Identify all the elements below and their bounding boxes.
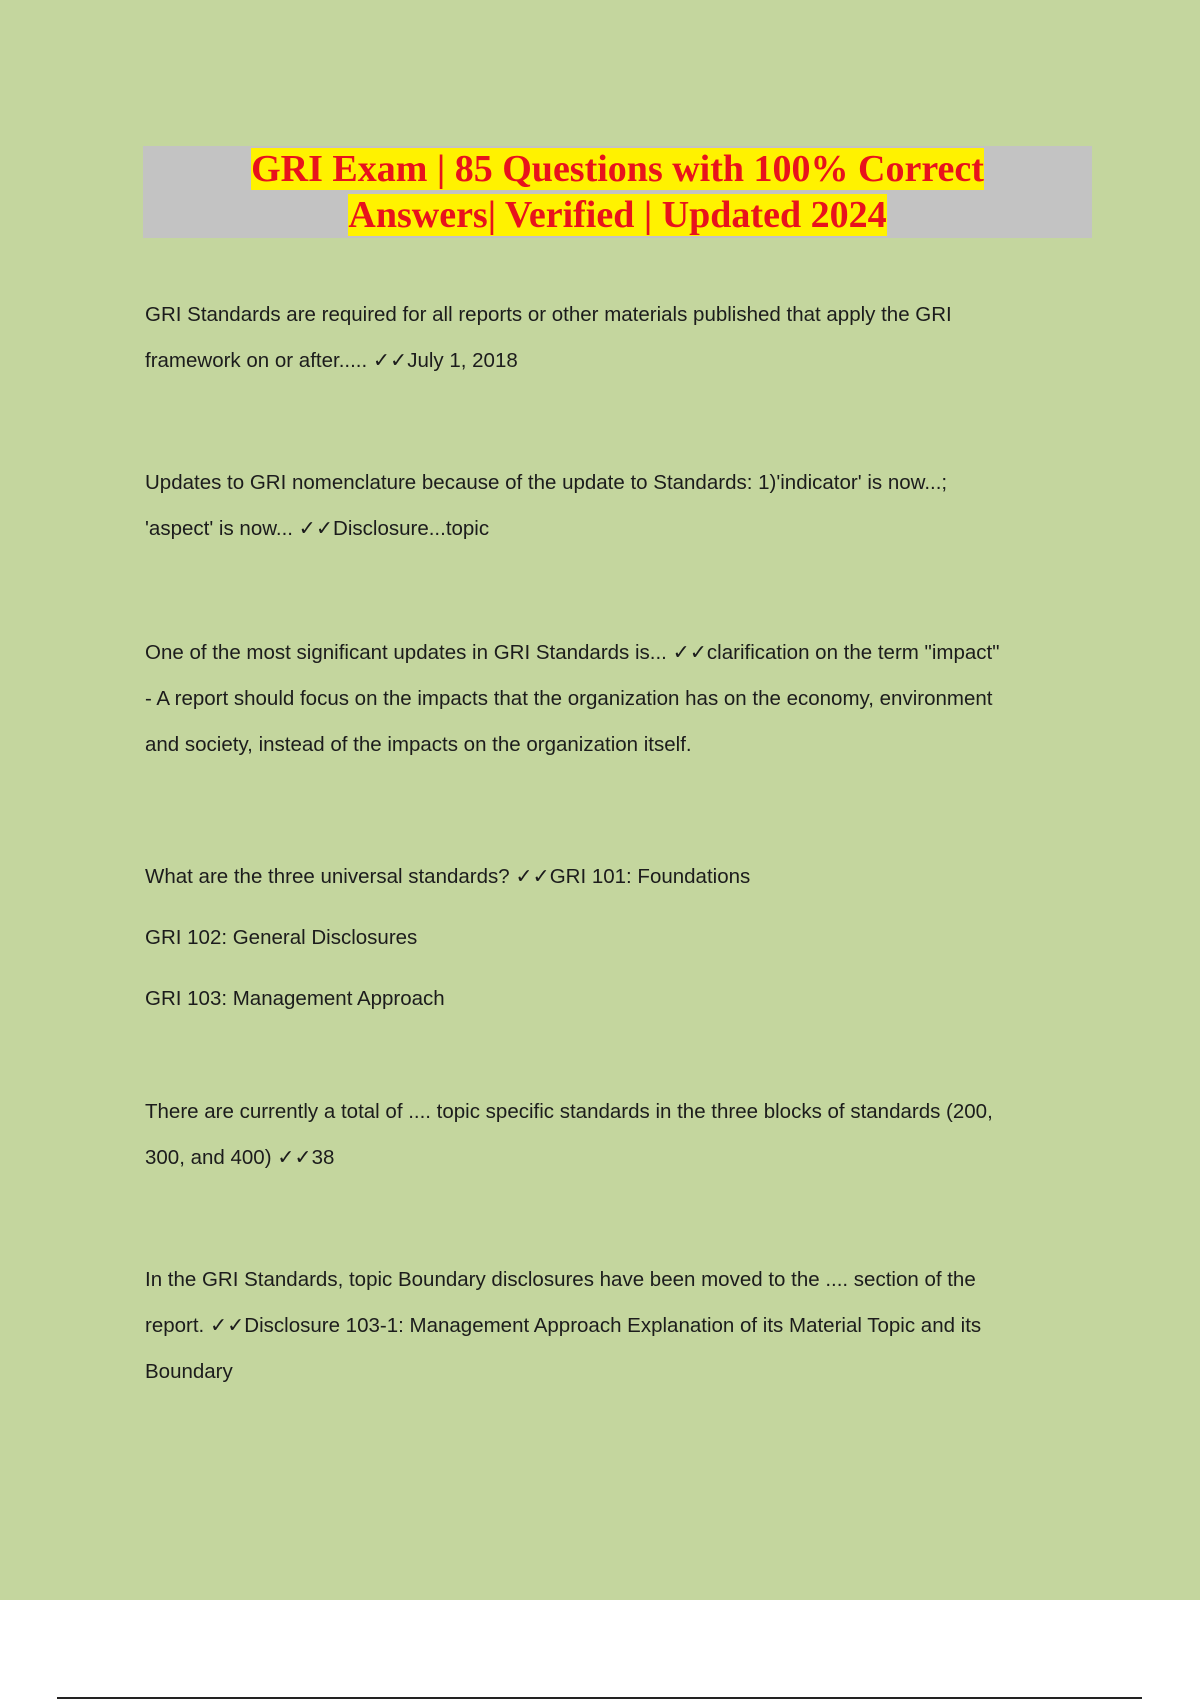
- title-line-2: Answers| Verified | Updated 2024: [348, 194, 887, 236]
- title-line-1: GRI Exam | 85 Questions with 100% Correct: [251, 148, 984, 190]
- question-5-line-1: There are currently a total of .... topic specific standards in the three blocks of standards (200,: [145, 1100, 993, 1123]
- question-1-line-1: GRI Standards are required for all reports or other materials published that apply the GRI: [145, 303, 952, 326]
- question-6-line-2: report. ✓✓Disclosure 103-1: Management Approach Explanation of its Material Topic and its: [145, 1314, 982, 1337]
- question-1: [145, 292, 1095, 384]
- question-2-line-1: Updates to GRI nomenclature because of the update to Standards: 1)'indicator' is now...;: [145, 471, 948, 494]
- question-3-line-1: One of the most significant updates in GRI Standards is... ✓✓clarification on the term "impact": [145, 641, 1000, 664]
- question-list: [145, 292, 1095, 1395]
- question-3: [145, 630, 1095, 768]
- question-4-line-3: GRI 103: Management Approach: [145, 987, 445, 1010]
- question-4-line-1: What are the three universal standards? ✓✓GRI 101: Foundations: [145, 865, 751, 888]
- question-6-line-3: Boundary: [145, 1360, 233, 1383]
- question-3-line-3: and society, instead of the impacts on the organization itself.: [145, 733, 692, 756]
- question-6-line-1: In the GRI Standards, topic Boundary disclosures have been moved to the .... section of the: [145, 1268, 976, 1291]
- question-4-line-2: GRI 102: General Disclosures: [145, 926, 418, 949]
- question-5-line-2: 300, and 400) ✓✓38: [145, 1146, 335, 1169]
- question-5: [145, 1089, 1095, 1181]
- question-2: [145, 460, 1095, 552]
- question-4: [145, 846, 1095, 1029]
- question-2-line-2: 'aspect' is now... ✓✓Disclosure...topic: [145, 517, 490, 540]
- footer-divider: [57, 1697, 1142, 1699]
- question-3-line-2: - A report should focus on the impacts that the organization has on the economy, environment: [145, 687, 993, 710]
- question-6: [145, 1257, 1095, 1395]
- title-banner: [143, 146, 1092, 238]
- question-1-line-2: framework on or after..... ✓✓July 1, 2018: [145, 349, 518, 372]
